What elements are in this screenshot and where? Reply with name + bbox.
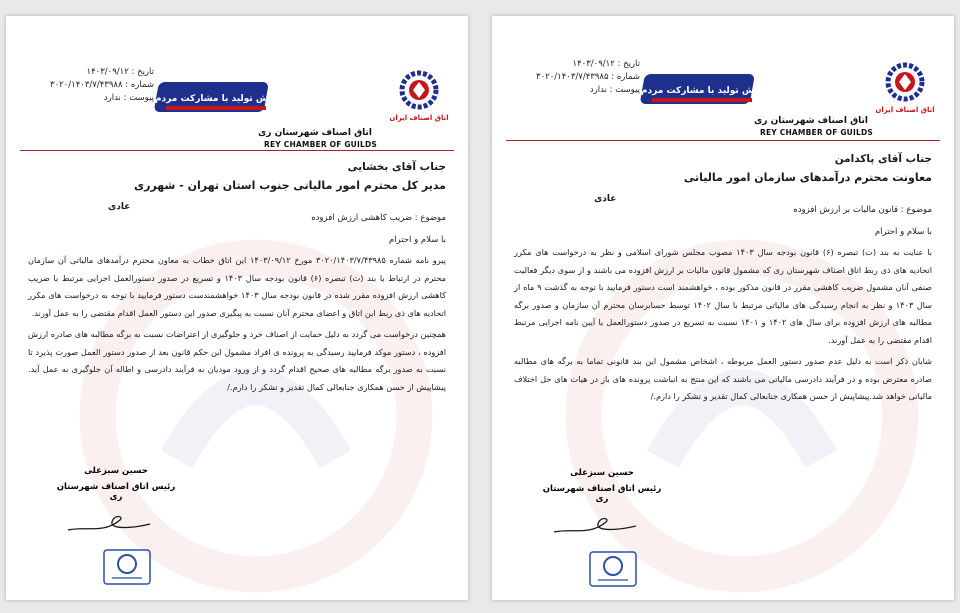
number-value: ۳۰۲۰/۱۴۰۳/۷/۴۳۹۸۸ bbox=[50, 80, 123, 90]
classification-label: عادی bbox=[108, 202, 131, 212]
handwritten-signature bbox=[550, 510, 640, 540]
org-name-fa: اتاق اصناف شهرستان ری bbox=[258, 128, 372, 138]
paragraph: همچنین درخواست می گردد به دلیل حمایت از اصناف خرد و جلوگیری از اعتراضات نسبت به برگه مطالبه های صادره ارزش افزوده ، دستور موکد فرمایید رسیدگی به پرونده ی افراد مشمول این حکم قانون بعد از صدور دستور العمل صورت پذیرد تا نسبت به صدور برگه مطالبه های صحیح اقدام گردد و از ورود مودیان به فرآیند دادرسی و اطاله آن جلوگیری به عمل آید. پیشاپیش از حسن همکاری جنابعالی کمال تقدیر و تشکر را دارم./ bbox=[28, 329, 446, 392]
letter-meta bbox=[24, 66, 154, 105]
signer-title: رئیس اتاق اصناف شهرستان ری bbox=[56, 482, 176, 502]
signer-title: رئیس اتاق اصناف شهرستان ری bbox=[542, 484, 662, 504]
letter-meta bbox=[510, 58, 640, 97]
signer-name: حسین سبزعلی bbox=[84, 466, 148, 476]
org-name-en: REY CHAMBER OF GUILDS bbox=[760, 128, 873, 137]
attachment-label: پیوست : bbox=[123, 93, 154, 103]
number-label: شماره : bbox=[125, 80, 154, 90]
org-name-fa: اتاق اصناف شهرستان ری bbox=[754, 116, 868, 126]
logo-text: اتاق اصناف ایران bbox=[389, 114, 449, 122]
guild-logo-icon bbox=[875, 60, 935, 116]
official-stamp bbox=[584, 548, 642, 590]
header-divider bbox=[506, 140, 940, 141]
banner-text: جهش تولید با مشارکت مردم bbox=[154, 94, 282, 104]
letter-left bbox=[6, 16, 468, 600]
production-slogan-banner bbox=[154, 76, 282, 118]
greeting: با سلام و احترام bbox=[388, 235, 446, 245]
signer-name: حسین سبزعلی bbox=[570, 468, 634, 478]
subject-line: موضوع : ضریب کاهشی ارزش افزوده bbox=[311, 213, 446, 223]
letter-right bbox=[492, 16, 954, 600]
signature-block bbox=[56, 466, 176, 502]
number-value: ۳۰۲۰/۱۴۰۳/۷/۴۳۹۸۵ bbox=[536, 72, 609, 82]
date-label: تاریخ : bbox=[617, 59, 640, 69]
date-value: ۱۴۰۳/۰۹/۱۲ bbox=[572, 59, 615, 69]
official-stamp bbox=[98, 546, 156, 588]
letter-header bbox=[6, 16, 468, 149]
guild-logo-icon bbox=[389, 68, 449, 124]
paragraph: با عنایت به بند (ت) تبصره (۶) قانون بودجه سال ۱۴۰۳ مصوب مجلس شورای اسلامی و نظر به درخواست های مکرر اتحادیه های ذی ربط اتاق اصناف شهرستان ری که مشمول قانون مالیات بر ارزش افزوده می باشند و از سوی دیگر فعالیت صنفی آنان مشمول ضریب کاهشی مقرر در قانون مذکور بوده ، خواهشمند است دستور فرمایید با توجه به گذشت ۹ ماه از سال ۱۴۰۳ و نظر به انجام رسیدگی های مالیاتی مرتبط با سال ۱۴۰۲ توسط حسابرسان محترم آن سازمان و صدور برگه مطالبه های ارزش افزوده برای سال های ۱۴۰۲ و ۱۴۰۱ نسبت به تسریع در صدور دستورالعمل یا آیین نامه اجرایی مرتبط اقدام مقتضی را به عمل آورند. bbox=[514, 247, 932, 345]
recipient-title: مدیر کل محترم امور مالیاتی جنوب استان تهران - شهرری bbox=[134, 179, 446, 192]
date-label: تاریخ : bbox=[131, 67, 154, 77]
letter-body bbox=[28, 158, 446, 396]
classification-label: عادی bbox=[594, 194, 617, 204]
org-name-en: REY CHAMBER OF GUILDS bbox=[264, 140, 377, 149]
header-divider bbox=[20, 150, 454, 151]
production-slogan-banner bbox=[640, 68, 768, 110]
attachment-value: ندارد bbox=[589, 85, 607, 95]
letter-body bbox=[514, 150, 932, 406]
letter-header bbox=[492, 16, 954, 146]
recipient-name: جناب آقای پاکدامن bbox=[834, 153, 932, 165]
recipient-name: جناب آقای بخشایی bbox=[347, 161, 446, 173]
handwritten-signature bbox=[64, 508, 154, 538]
paragraph: شایان ذکر است به دلیل عدم صدور دستور العمل مربوطه ، اشخاص مشمول این بند قانونی تماما به برگه های مطالبه صادره معترض بوده و در فرآیند دادرسی مالیاتی می باشند که این منتج به انباشت پرونده های باز در هیات های حل اختلاف مالیاتی خواهد شد.پیشاپیش از حسن همکاری جنابعالی کمال تقدیر و تشکر را دارم./ bbox=[514, 356, 932, 401]
attachment-label: پیوست : bbox=[609, 85, 640, 95]
paragraph: پیرو نامه شماره ۳۰۲۰/۱۴۰۳/۷/۴۳۹۸۵ مورخ ۱۴۰۳/۰۹/۱۲ این اتاق خطاب به معاون محترم درآمدهای مالیاتی آن سازمان محترم در ارتباط با بند (ت) تبصره (۶) قانون بودجه سال ۱۴۰۳ و تسریع در صدور دستورالعمل اجرایی مرتبط با ضریب کاهشی ارزش افزوده مقرر شده در قانون بودجه سال ۱۴۰۳ خواهشمندست دستور فرمایید با توجه به درخواست های مکرر اتحادیه های ذی ربط این اتاق و اعضای محترم آنان نسبت به پیگیری صدور این دستور العمل اقدام مقتضی را به عمل آورند. bbox=[28, 255, 446, 318]
greeting: با سلام و احترام bbox=[874, 227, 932, 237]
banner-text: جهش تولید با مشارکت مردم bbox=[640, 86, 768, 96]
attachment-value: ندارد bbox=[103, 93, 121, 103]
date-value: ۱۴۰۳/۰۹/۱۲ bbox=[86, 67, 129, 77]
signature-block bbox=[542, 468, 662, 504]
number-label: شماره : bbox=[611, 72, 640, 82]
logo-text: اتاق اصناف ایران bbox=[875, 106, 935, 114]
subject-line: موضوع : قانون مالیات بر ارزش افزوده bbox=[793, 205, 932, 215]
recipient-title: معاونت محترم درآمدهای سازمان امور مالیاتی bbox=[683, 171, 932, 184]
